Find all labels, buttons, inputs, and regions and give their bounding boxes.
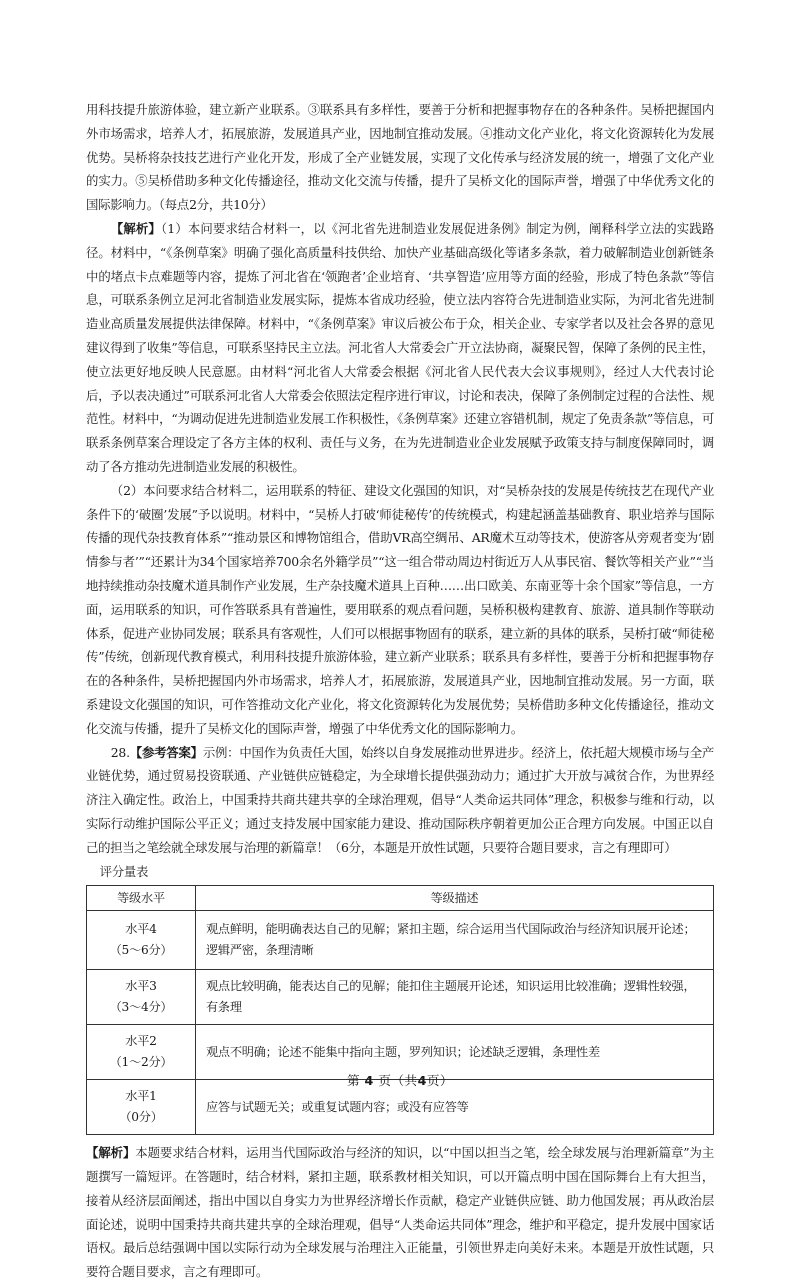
footer-page-number: 4 — [364, 1073, 374, 1088]
footer-total-pages: 4 — [417, 1073, 427, 1088]
footer-middle: 页（共 — [378, 1073, 418, 1088]
rubric-score: （1～2分） — [109, 1055, 173, 1070]
rubric-score: （5～6分） — [109, 943, 173, 958]
rubric-score: （0分） — [119, 1110, 163, 1125]
rubric-row — [87, 970, 714, 1025]
answer-label: 【参考答案】 — [129, 744, 203, 760]
rubric-table — [86, 885, 714, 1135]
rubric-level: 水平2 — [125, 1034, 157, 1049]
rubric-header-desc: 等级描述 — [196, 886, 714, 911]
q27-analysis-part2: （2）本问要求结合材料二，运用联系的特征、建设文化强国的知识，对“吴桥杂技的发展是传统技艺在现代产业条件下的‘破圈’发展”予以说明。材料中，“吴桥人打破‘师徒秘传’的传统模式，构建起涵盖基础教育、职业培养与国际传播的现代杂技教育体系”“推动景区和博物馆组合，借助VR高空绸吊、AR魔术互动等技术，使游客从旁观者变为‘剧情参与者’”“还累计为34个国家培养700余名外籍学员”“这一组合带动周边村街近万人从事民宿、餐饮等相关产业”“当地持续推动杂技魔术道具制作产业发展，生产杂技魔术道具上百种……出口欧美、东南亚等十余个国家”等信息，一方面，运用联系的知识，可作答联系具有普遍性，要用联系的观点看问题，吴桥积极构建教育、旅游、道具制作等联动体系，促进产业协同发展；联系具有客观性，人们可以根据事物固有的联系，建立新的具体的联系，吴桥打破“师徒秘传”传统，创新现代教育模式，利用科技提升旅游体验，建立新产业联系；联系具有多样性，要善于分析和把握事物存在的各种条件，吴桥把握国内外市场需求，培养人才，拓展旅游，发展道具产业，因地制宜推动发展。另一方面，联系建设文化强国的知识，可作答推动文化产业化，将文化资源转化为发展优势；吴桥借助多种文化传播途径，推动文化交流与传播，提升了吴桥文化的国际声誉，增强了中华优秀文化的国际影响力。 — [86, 482, 714, 736]
footer-prefix: 第 — [346, 1073, 361, 1088]
page-footer — [0, 1070, 800, 1089]
q28-answer — [86, 741, 714, 860]
rubric-level: 水平1 — [125, 1089, 157, 1104]
rubric-level-cell — [87, 911, 196, 970]
analysis-text: （1）本问要求结合材料一，以《河北省先进制造业发展促进条例》制定为例，阐释科学立法的实践路径。材料中，“《条例草案》明确了强化高质量科技供给、加快产业基础高级化等诸多条款，着力破解制造业创新链条中的堵点卡点难题等内容，提炼了河北省在‘领跑者’企业培育、‘共享智造’应用等方面的经验，形成了特色条款”等信息，可联系条例立足河北省制造业发展实际，提炼本省成功经验，使立法内容符合先进制造业实际，为河北省先进制造业高质量发展提供法律保障。材料中，“《条例草案》审议后被公布于众，相关企业、专家学者以及社会各界的意见建议得到了收集”等信息，可联系坚持民主立法。河北省人大常委会广开立法协商，凝聚民智，保障了条例的民主性，使立法更好地反映人民意愿。由材料“河北省人大常委会根据《河北省人民代表大会议事规则》，经过人大代表讨论后，予以表决通过”可联系河北省人大常委会依照法定程序进行审议，讨论和表决，保障了条例制定过程的合法性、规范性。材料中，“为调动促进先进制造业发展工作积极性，《条例草案》还建立容错机制，规定了免责条款”等信息，可联系条例草案合理设定了各方主体的权利、责任与义务，在为先进制造业企业发展赋予政策支持与制度保障同时，调动了各方推动先进制造业发展的积极性。 — [86, 220, 715, 474]
rubric-header-level: 等级水平 — [87, 886, 196, 911]
q28-analysis — [86, 1141, 714, 1284]
rubric-header-row — [87, 886, 714, 911]
analysis-label: 【解析】 — [86, 1145, 136, 1161]
rubric-desc: 观点不明确；论述不能集中指向主题，罗列知识；论述缺乏逻辑，条理性差 — [196, 1025, 714, 1080]
rubric-level: 水平3 — [125, 979, 157, 994]
rubric-caption: 评分量表 — [99, 863, 149, 879]
q27-analysis-part1 — [86, 217, 714, 479]
analysis-text: 本题要求结合材料，运用当代国际政治与经济的知识，以“中国以担当之笔，绘全球发展与治理新篇章”为主题撰写一篇短评。在答题时，结合材料，紧扣主题，联系教材相关知识，可以开篇点明中国在国际舞台上有大担当，接着从经济层面阐述，指出中国以自身实力为世界经济增长作贡献，稳定产业链供应链、助力他国发展；再从政治层面论述，说明中国秉持共商共建共享的全球治理观，倡导“人类命运共同体”理念，维护和平稳定，提升发展中国家话语权。最后总结强调中国以实际行动为全球发展与治理注入正能量，引领世界走向美好未来。本题是开放性试题，只要符合题目要求，言之有理即可。 — [86, 1145, 715, 1280]
rubric-desc: 应答与试题无关；或重复试题内容；或没有应答等 — [196, 1080, 714, 1135]
rubric-level: 水平4 — [125, 922, 157, 937]
answer-sheet-page — [86, 98, 714, 1284]
rubric-level-cell — [87, 970, 196, 1025]
rubric-desc: 观点鲜明，能明确表达自己的见解；紧扣主题，综合运用当代国际政治与经济知识展开论述；逻辑严密，条理清晰 — [196, 911, 714, 970]
analysis-label: 【解析】 — [110, 220, 161, 236]
footer-suffix: 页） — [426, 1073, 454, 1088]
rubric-row — [87, 911, 714, 970]
question-number: 28. — [110, 744, 130, 760]
rubric-score: （3～4分） — [109, 1000, 173, 1015]
q27-continuation: 用科技提升旅游体验，建立新产业联系。③联系具有多样性，要善于分析和把握事物存在的各种条件。吴桥把握国内外市场需求，培养人才，拓展旅游，发展道具产业，因地制宜推动发展。④推动文化产业化，将文化资源转化为发展优势。吴桥将杂技技艺进行产业化开发，形成了全产业链发展，实现了文化传承与经济发展的统一，增强了文化产业的实力。⑤吴桥借助多种文化传播途径，推动文化交流与传播，提升了吴桥文化的国际声誉，增强了中华优秀文化的国际影响力。（每点2分，共10分） — [86, 102, 714, 213]
rubric-desc: 观点比较明确，能表达自己的见解；能扣住主题展开论述，知识运用比较准确；逻辑性较强，有条理 — [196, 970, 714, 1025]
answer-text: 示例：中国作为负责任大国，始终以自身发展推动世界进步。经济上，依托超大规模市场与全产业链优势，通过贸易投资联通、产业链供应链稳定，为全球增长提供强劲动力；通过扩大开放与减贫合作，为世界经济注入确定性。政治上，中国秉持共商共建共享的全球治理观，倡导“人类命运共同体”理念，积极参与维和行动，以实际行动维护国际公平正义；通过支持发展中国家能力建设、推动国际秩序朝着更加公正合理方向发展。中国正以自己的担当之笔绘就全球发展与治理的新篇章！（6分，本题是开放性试题，只要符合题目要求，言之有理即可） — [86, 744, 715, 855]
